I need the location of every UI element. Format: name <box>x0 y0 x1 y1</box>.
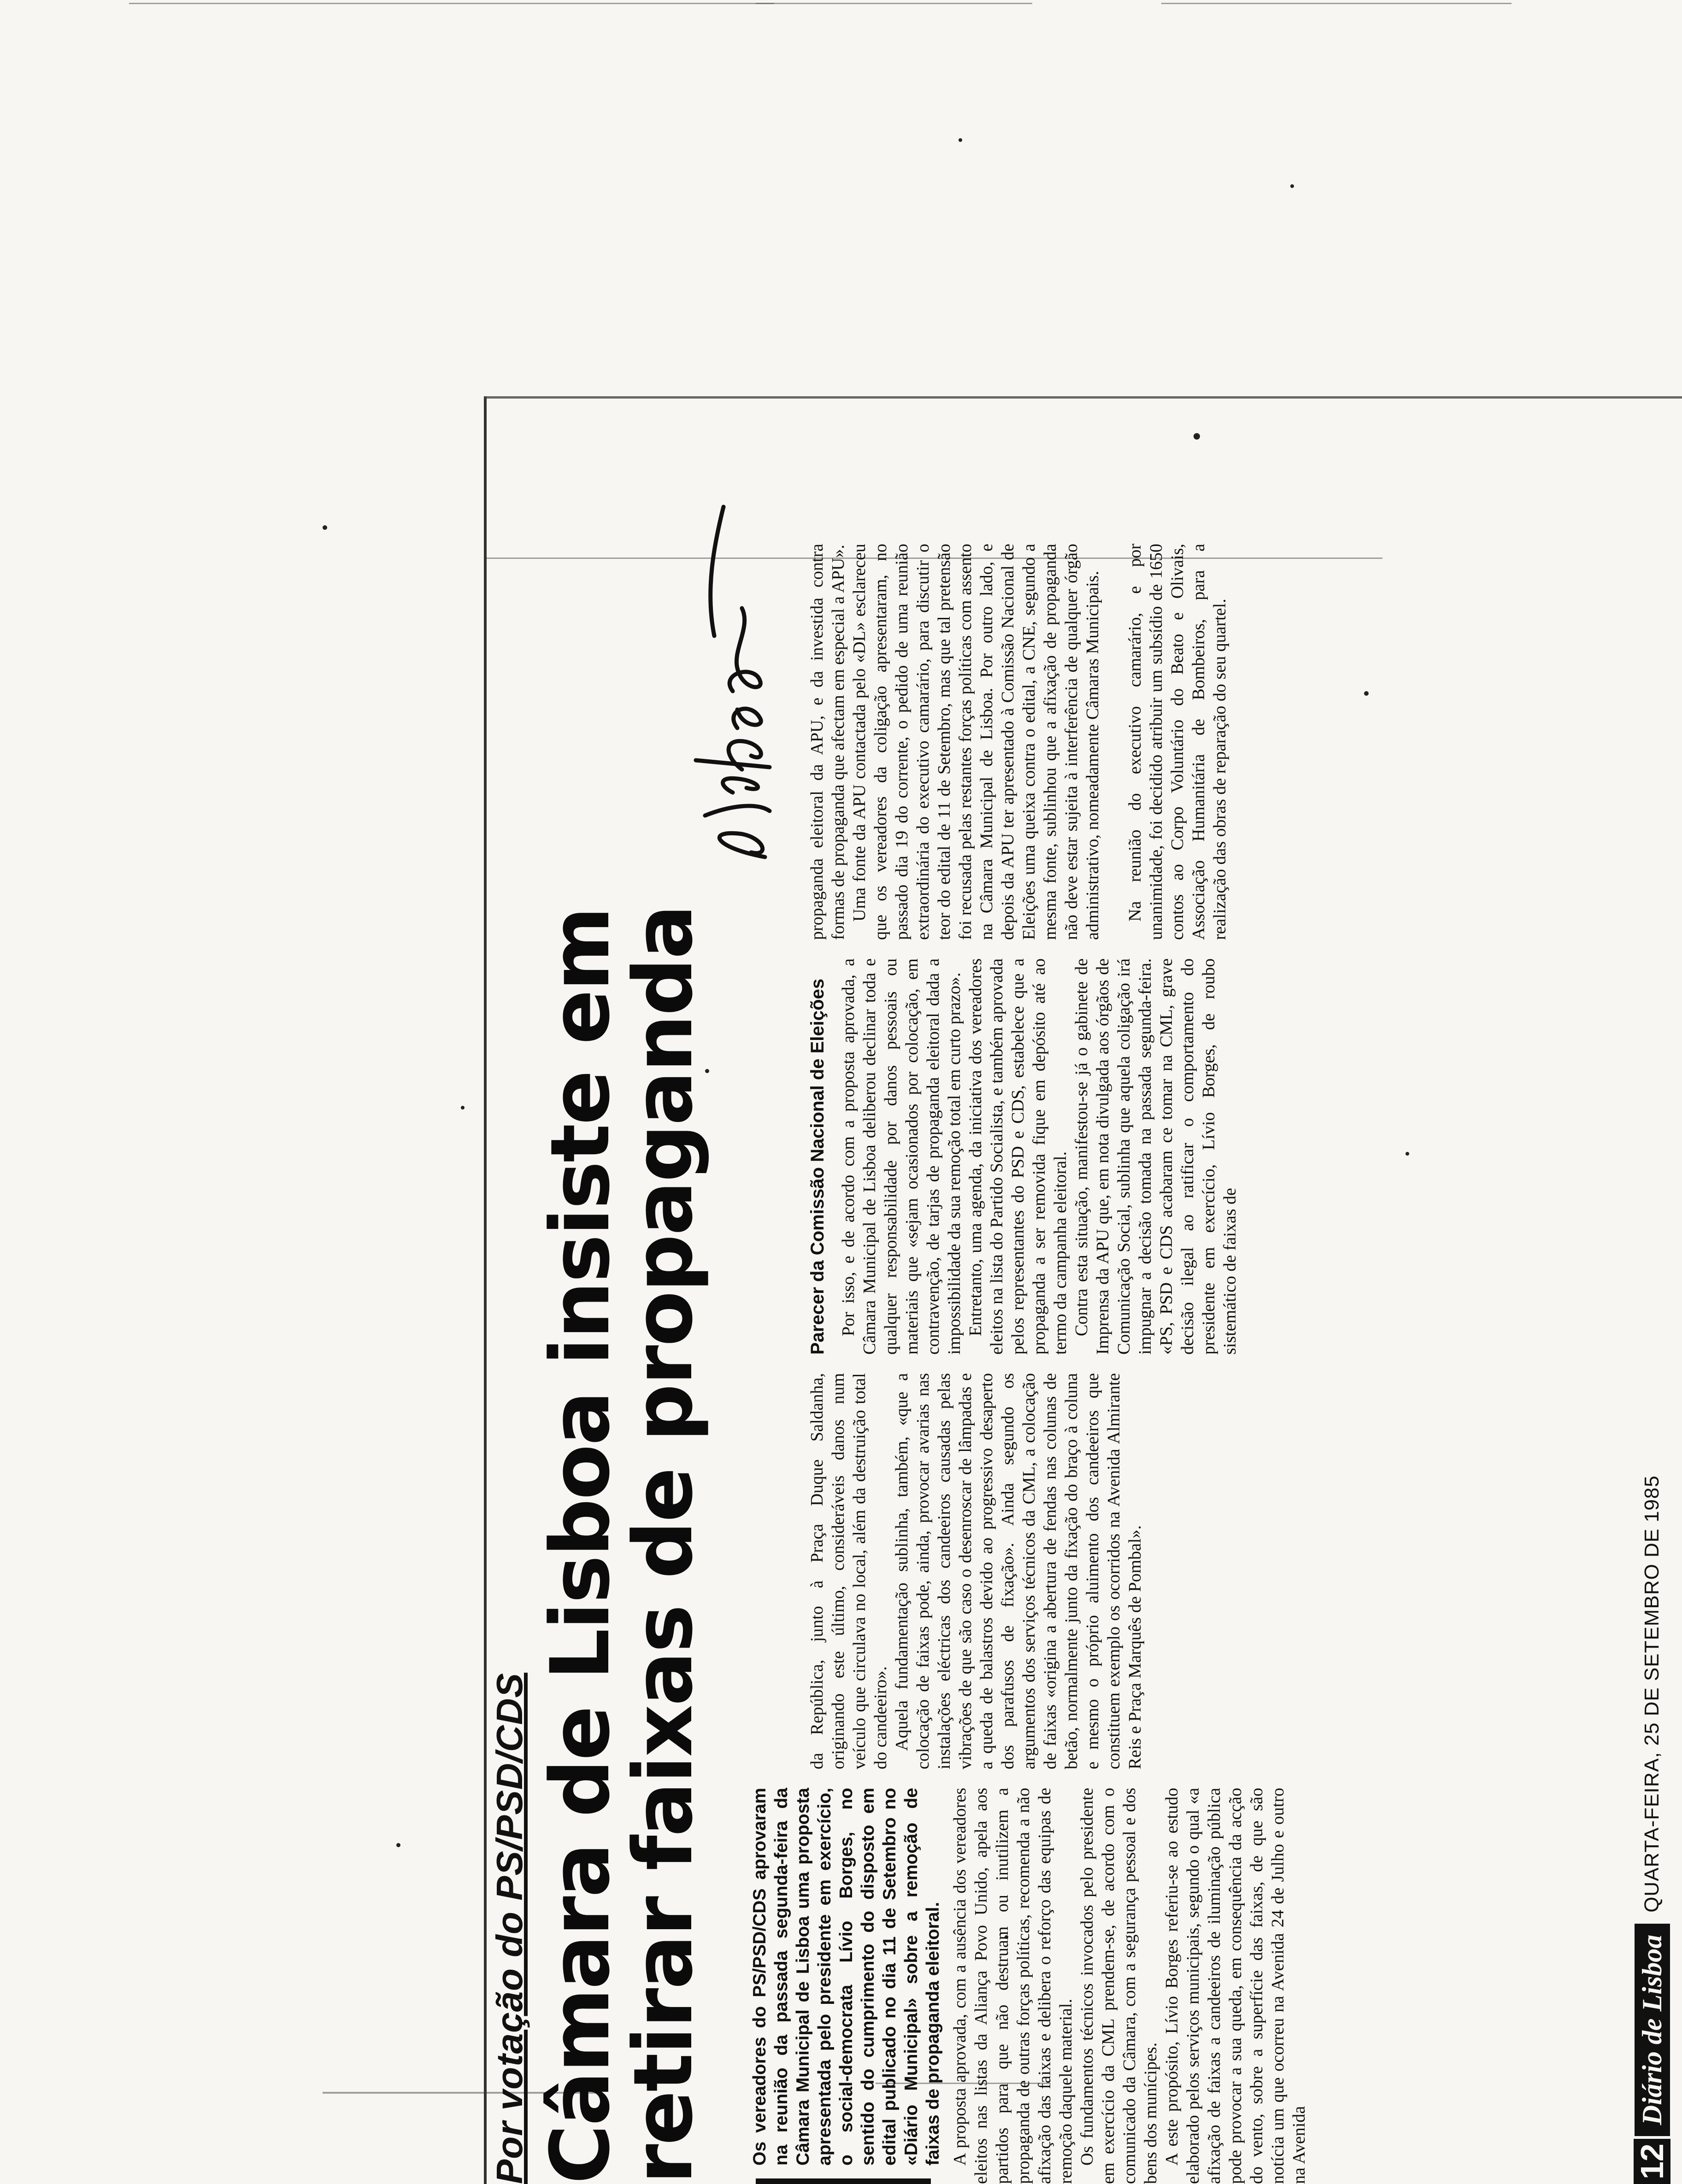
newspaper-clipping <box>484 396 1682 2184</box>
paragraph: A proposta aprovada, com a ausência dos vereadores eleitos nas listas da Aliança Povo Unido, apela aos partidos para que não destruam ou inutilizem a propaganda de outras forças políticas, recomenda a não afixação das faixas e delibera o reforço das equipas de remoção daquele material. <box>950 1788 1076 2184</box>
clipping-edge <box>484 396 1682 399</box>
paragraph: Aquela fundamentação sublinha, também, «que a colocação de faixas pode, ainda, provocar avarias nas instalações eléctricas dos candeeiros causadas pelas vibrações de que são caso o desenroscar de lâmpadas e a queda de balastros devido ao progressivo desaperto dos parafusos de fixação». Ainda segundo os argumentos dos serviços técnicos da CML, a colocação de faixas «origina a abertura de fendas nas colunas de betão, normalmente junto da fixação do braço à coluna e mesmo o próprio aluimento dos candeeiros que constituem exemplo os ocorridos na Avenida Almirante Reis e Praça Marquês de Pombal». <box>892 1373 1145 1769</box>
scan-speck <box>323 525 327 530</box>
page-number: 12 <box>1634 2139 1670 2184</box>
article-headline: Câmara de Lisboa insiste em retirar faixas de propaganda <box>533 905 711 2184</box>
scan-streak <box>129 3 774 4</box>
paragraph: Os fundamentos técnicos invocados pelo presidente em exercício da CML prendem-se, de acordo com o comunicado da Câmara, com a segurança pessoal e dos bens dos munícipes. <box>1077 1788 1160 2184</box>
scan-streak <box>1161 3 1511 4</box>
article-lead: Os vereadores do PS/PSD/CDS aprovaram na reunião da passada segunda-feira da Câmara Municipal de Lisboa uma proposta apresentada pelo presidente em exercício, o social-democrata Lívio Borges, no sentido do cumprimento do disposto em edital publicado no dia 11 de Setembro no «Diário Municipal» sobre a remoção de faixas de propaganda eleitoral. <box>750 1788 943 2166</box>
scan-speck <box>396 1843 400 1847</box>
scan-streak <box>756 3 1032 4</box>
article-column-4 <box>806 544 1230 940</box>
page-footer <box>1631 986 1673 2184</box>
issue-date: QUARTA-FEIRA, 25 DE SETEMBRO DE 1985 <box>1641 1475 1663 1913</box>
paragraph: propaganda eleitoral da APU, e da investida contra formas de propaganda que afectam em especial a APU». <box>807 544 848 940</box>
paragraph: Entretanto, uma agenda, da iniciativa dos vereadores eleitos na lista do Partido Socialista, e também aprovada pelos representantes do PSD e CDS, estabelece que a propaganda a ser removida fique em depósito até ao termo da campanha eleitoral. <box>966 958 1070 1355</box>
scan-speck <box>959 138 962 142</box>
article-kicker: Por votação do PS/PSD/CDS <box>489 1673 530 2184</box>
article-column-2 <box>806 1373 1146 1769</box>
section-subhead: Parecer da Comissão Nacional de Eleições <box>807 979 828 1355</box>
article-column-1 <box>949 1788 1310 2184</box>
newspaper-masthead: Diário de Lisboa <box>1635 1924 1670 2136</box>
paragraph: A este propósito, Lívio Borges referiu-se ao estudo elaborado pelos serviços municipais, segundo o qual «a afixação de faixas a candeeiros de iluminação pública pode provocar a sua queda, em consequência da acção do vento, sobre a superfície das faixas, de que são notícia um que ocorreu na Avenida 24 de Julho e outro na Avenida <box>1162 1788 1309 2184</box>
lead-marker <box>756 2178 931 2184</box>
paragraph: Contra esta situação, manifestou-se já o gabinete de Imprensa da APU que, em nota divulgada aos órgãos de Comunicação Social, sublinha que aquela coligação irá impugnar a decisão tomada na passada segunda-feira. «PS, PSD e CDS acabaram ce tomar na CML, grave decisão ilegal ao ratificar o comportamento do presidente em exercício, Lívio Borges, de roubo sistemático de faixas de <box>1072 958 1240 1355</box>
paragraph: da República, junto à Praça Duque Saldanha, originando este último, consideráveis danos num veículo que circulava no local, além da destruição total do candeeiro». <box>807 1373 890 1769</box>
paragraph: Na reunião do executivo camarário, e por unanimidade, foi decidido atribuir um subsídio de 1650 contos ao Corpo Voluntário do Beato e Olivais, Associação Humanitária de Bombeiros, para a realização das obras de reparação do seu quartel. <box>1125 544 1229 940</box>
paragraph: Uma fonte da APU contactada pelo «DL» esclareceu que os vereadores da coligação apresentaram, no passado dia 19 do corrente, o pedido de uma reunião extraordinária do executivo camarário, para discutir o teor do edital de 11 de Setembro, mas que tal pretensão foi recusada pelas restantes forças políticas com assento na Câmara Municipal de Lisboa. Por outro lado, e depois da APU ter apresentado à Comissão Nacional de Eleições uma queixa contra o edital, a CNE, segundo a mesma fonte, sublinhou que a afixação de propaganda não deve estar sujeita à interferência de qualquer órgão administrativo, nomeadamente Câmaras Municipais. <box>850 544 1102 940</box>
handwritten-signature-icon <box>687 488 779 866</box>
article-column-3 <box>806 958 1241 1355</box>
paragraph: Por isso, e de acordo com a proposta aprovada, a Câmara Municipal de Lisboa deliberou declinar toda e qualquer responsabilidade por danos pessoais ou materiais que «sejam ocasionados por colocação, em contravenção, de tarjas de propaganda eleitoral dada a impossibilidade da sua remoção total em curto prazo». <box>839 958 964 1355</box>
clipping-edge <box>484 396 487 2184</box>
scan-speck <box>1290 184 1294 188</box>
scan-speck <box>461 1106 465 1110</box>
